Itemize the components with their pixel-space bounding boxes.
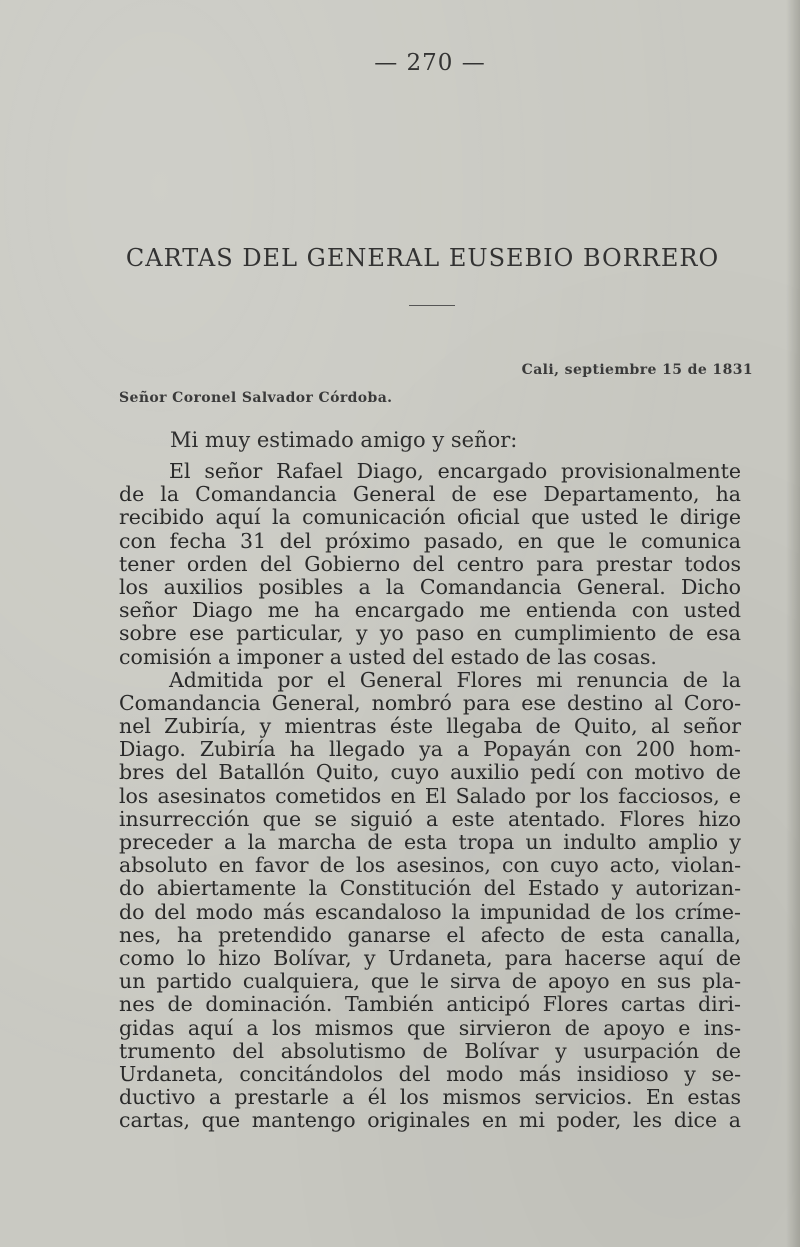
- body-line: tener orden del Gobierno del centro para prestar todos: [119, 551, 741, 576]
- page-edge-shadow: [786, 0, 800, 1247]
- body-line: do del modo más escandaloso la impunidad de los críme-: [119, 899, 741, 924]
- body-line: señor Diago me ha encargado me entienda con usted: [119, 598, 741, 623]
- body-line: trumento del absolutismo de Bolívar y usurpación de: [119, 1038, 741, 1063]
- date-line: Cali, septiembre 15 de 1831: [521, 362, 753, 378]
- body-line: nel Zubiría, y mientras éste llegaba de Quito, al señor: [119, 714, 741, 739]
- body-line: como lo hizo Bolívar, y Urdaneta, para hacerse aquí de: [119, 945, 741, 970]
- body-line: ductivo a prestarle a él los mismos servicios. En estas: [119, 1085, 741, 1110]
- section-title: CARTAS DEL GENERAL EUSEBIO BORRERO: [125, 244, 720, 272]
- body-line: bres del Batallón Quito, cuyo auxilio pedí con motivo de: [119, 760, 741, 785]
- body-line: cartas, que mantengo originales en mi poder, les dice a: [119, 1108, 741, 1133]
- recipient-line: Señor Coronel Salvador Córdoba.: [119, 390, 393, 406]
- body-line: con fecha 31 del próximo pasado, en que le comunica: [119, 528, 741, 553]
- body-line: Urdaneta, concitándolos del modo más insidioso y se-: [119, 1061, 741, 1086]
- page-number: — 270 —: [374, 50, 486, 76]
- salutation: Mi muy estimado amigo y señor:: [170, 428, 518, 452]
- body-line: comisión a imponer a usted del estado de las cosas.: [119, 644, 657, 669]
- body-line: El señor Rafael Diago, encargado provisionalmente: [169, 459, 741, 483]
- body-line: de la Comandancia General de ese Departamento, ha: [119, 482, 741, 507]
- letter-body: [119, 460, 741, 1132]
- body-line: sobre ese particular, y yo paso en cumplimiento de esa: [119, 621, 741, 646]
- body-line: gidas aquí a los mismos que sirvieron de apoyo e ins-: [119, 1015, 741, 1040]
- body-line: preceder a la marcha de esta tropa un indulto amplio y: [119, 830, 741, 854]
- body-line: Diago. Zubiría ha llegado ya a Popayán con 200 hom-: [119, 737, 741, 762]
- body-line: los auxilios posibles a la Comandancia General. Dicho: [119, 574, 741, 599]
- body-line: nes de dominación. También anticipó Flores cartas diri-: [119, 992, 741, 1017]
- body-line: un partido cualquiera, que le sirva de apoyo en sus pla-: [119, 969, 741, 994]
- body-line: los asesinatos cometidos en El Salado por los facciosos, e: [119, 783, 741, 808]
- body-line: absoluto en favor de los asesinos, con cuyo acto, violan-: [119, 853, 741, 878]
- body-line: Admitida por el General Flores mi renuncia de la: [169, 667, 741, 692]
- title-divider: [409, 305, 455, 306]
- body-line: do abiertamente la Constitución del Estado y autorizan-: [119, 876, 741, 901]
- body-line: recibido aquí la comunicación oficial que usted le dirige: [119, 505, 741, 530]
- body-line: insurrección que se siguió a este atentado. Flores hizo: [119, 806, 741, 831]
- body-line: Comandancia General, nombró para ese destino al Coro-: [119, 690, 741, 715]
- body-line: nes, ha pretendido ganarse el afecto de esta canalla,: [119, 922, 741, 947]
